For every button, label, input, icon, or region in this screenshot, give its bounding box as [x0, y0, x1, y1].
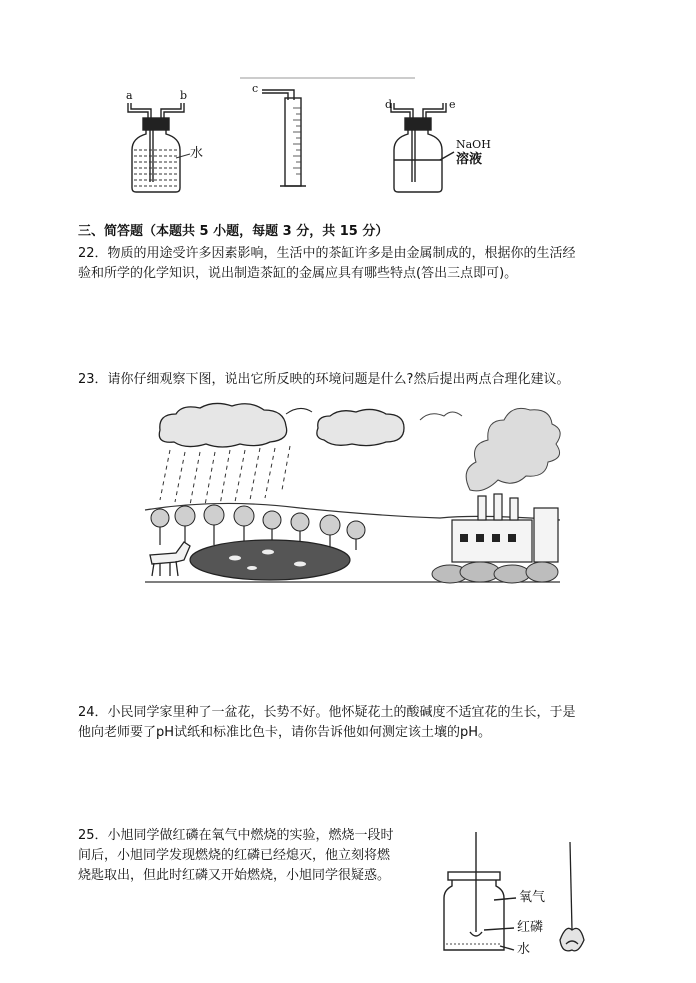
question-line: 25．小旭同学做红磷在氧气中燃烧的实验，燃烧一段时: [78, 828, 394, 843]
label-naoh: NaOH: [456, 138, 491, 151]
question-line: 24．小民同学家里种了一盆花，长势不好。他怀疑花土的酸碱度不适宜花的生长，于是: [78, 705, 576, 720]
label-solution: 溶液: [456, 152, 483, 167]
question-line: 烧匙取出，但此时红磷又开始燃烧，小旭同学很疑惑。: [78, 868, 391, 883]
label-d: d: [385, 98, 393, 111]
question-line: 他向老师要了pH试纸和标准比色卡，请你告诉他如何测定该土壤的pH。: [78, 725, 492, 740]
label-red-phosphorus: 红磷: [517, 920, 544, 935]
label-water-bottom: 水: [517, 942, 531, 957]
question-23: 23．请你仔细观察下图，说出它所反映的环境问题是什么?然后提出两点合理化建议。: [78, 372, 570, 387]
label-water: 水: [190, 146, 204, 161]
question-line: 验和所学的化学知识，说出制造茶缸的金属应具有哪些特点(答出三点即可)。: [78, 266, 518, 281]
label-a: a: [126, 89, 133, 102]
section-heading: 三、简答题（本题共 5 小题，每题 3 分，共 15 分）: [78, 224, 389, 239]
label-c: c: [252, 82, 259, 95]
question-line: 间后，小旭同学发现燃烧的红磷已经熄灭，他立刻将燃: [78, 848, 391, 863]
label-e: e: [449, 98, 456, 111]
label-oxygen: 氧气: [519, 890, 546, 905]
label-b: b: [180, 89, 188, 102]
question-line: 22．物质的用途受许多因素影响，生活中的茶缸许多是由金属制成的，根据你的生活经: [78, 246, 576, 261]
